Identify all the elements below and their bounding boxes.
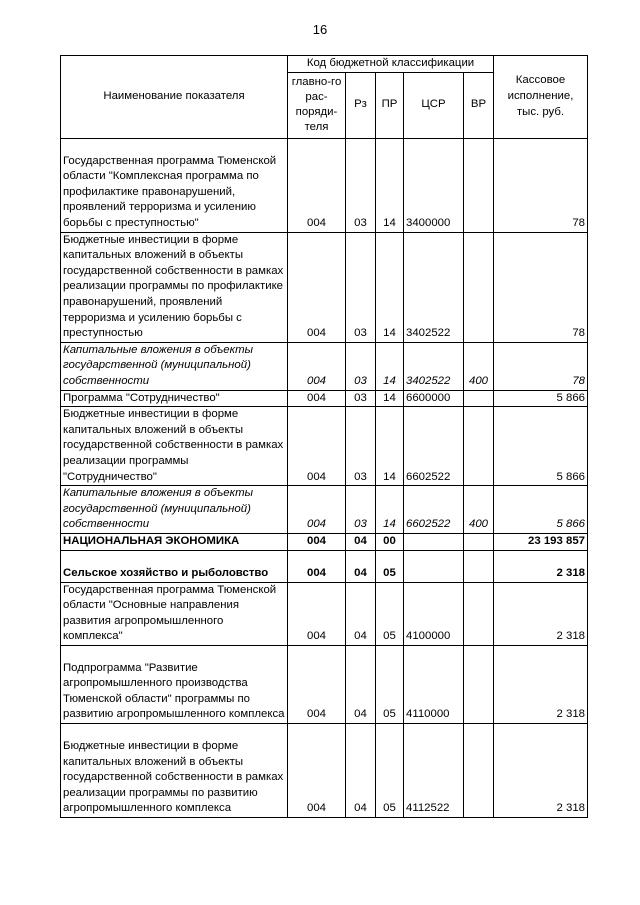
table-row xyxy=(61,582,588,645)
row-rz-cell: 04 xyxy=(346,723,376,817)
row-vr-cell xyxy=(464,582,494,645)
row-chief-admin-cell: 004 xyxy=(288,407,346,486)
row-pr-cell: 00 xyxy=(376,533,404,550)
row-csr-cell: 6602522 xyxy=(404,486,464,534)
row-amount-cell: 5 866 xyxy=(494,486,588,534)
row-name-cell: Сельское хозяйство и рыболовство xyxy=(61,550,288,582)
header-cash-execution: Кассовое исполнение, тыс. руб. xyxy=(494,56,588,139)
row-name-cell: НАЦИОНАЛЬНАЯ ЭКОНОМИКА xyxy=(61,533,288,550)
row-chief-admin-cell: 004 xyxy=(288,645,346,723)
row-pr-cell: 05 xyxy=(376,723,404,817)
row-amount-cell: 2 318 xyxy=(494,723,588,817)
table-row xyxy=(61,407,588,486)
row-amount-cell: 78 xyxy=(494,138,588,232)
page-number: 16 xyxy=(312,22,328,37)
row-pr-cell: 14 xyxy=(376,486,404,534)
row-rz-cell: 04 xyxy=(346,645,376,723)
row-amount-cell: 23 193 857 xyxy=(494,533,588,550)
row-name-cell: Капитальные вложения в объекты государственной (муниципальной) собственности xyxy=(61,486,288,534)
row-csr-cell xyxy=(404,550,464,582)
header-pr: ПР xyxy=(376,72,404,138)
row-csr-cell xyxy=(404,533,464,550)
row-chief-admin-cell: 004 xyxy=(288,723,346,817)
row-name-cell: Капитальные вложения в объекты государственной (муниципальной) собственности xyxy=(61,342,288,390)
table-header xyxy=(61,56,588,139)
row-chief-admin-cell: 004 xyxy=(288,390,346,407)
header-rz: Рз xyxy=(346,72,376,138)
row-vr-cell xyxy=(464,232,494,342)
row-pr-cell: 14 xyxy=(376,342,404,390)
row-name-cell: Бюджетные инвестиции в форме капитальных вложений в объекты государственной собственности в рамках реализации программы по профилактике правонарушений, проявлений терроризма и усилению борьбы с преступностью xyxy=(61,232,288,342)
row-rz-cell: 04 xyxy=(346,582,376,645)
row-vr-cell: 400 xyxy=(464,342,494,390)
header-csr: ЦСР xyxy=(404,72,464,138)
row-amount-cell: 78 xyxy=(494,232,588,342)
row-csr-cell: 6600000 xyxy=(404,390,464,407)
row-csr-cell: 3402522 xyxy=(404,232,464,342)
table-row xyxy=(61,138,588,232)
row-chief-admin-cell: 004 xyxy=(288,582,346,645)
row-csr-cell: 4112522 xyxy=(404,723,464,817)
row-amount-cell: 2 318 xyxy=(494,550,588,582)
row-name-cell: Подпрограмма "Развитие агропромышленного производства Тюменской области" программы по развитию агропромышленного комплекса xyxy=(61,645,288,723)
row-amount-cell: 5 866 xyxy=(494,407,588,486)
row-amount-cell: 78 xyxy=(494,342,588,390)
row-rz-cell: 03 xyxy=(346,486,376,534)
row-vr-cell xyxy=(464,645,494,723)
row-vr-cell: 400 xyxy=(464,486,494,534)
row-rz-cell: 03 xyxy=(346,138,376,232)
budget-table xyxy=(60,55,588,818)
table-row xyxy=(61,723,588,817)
row-chief-admin-cell: 004 xyxy=(288,550,346,582)
row-name-cell: Бюджетные инвестиции в форме капитальных вложений в объекты государственной собственности в рамках реализации программы "Сотрудничество" xyxy=(61,407,288,486)
row-name-cell: Государственная программа Тюменской области "Комплексная программа по профилактике правонарушений, проявлений терроризма и усилению борьбы с преступностью" xyxy=(61,138,288,232)
row-amount-cell: 2 318 xyxy=(494,582,588,645)
row-rz-cell: 04 xyxy=(346,550,376,582)
table-row xyxy=(61,486,588,534)
row-vr-cell xyxy=(464,138,494,232)
row-rz-cell: 03 xyxy=(346,407,376,486)
table-row xyxy=(61,232,588,342)
row-pr-cell: 05 xyxy=(376,550,404,582)
row-chief-admin-cell: 004 xyxy=(288,232,346,342)
row-name-cell: Программа "Сотрудничество" xyxy=(61,390,288,407)
row-pr-cell: 14 xyxy=(376,232,404,342)
row-chief-admin-cell: 004 xyxy=(288,138,346,232)
header-vr: ВР xyxy=(464,72,494,138)
row-vr-cell xyxy=(464,550,494,582)
row-amount-cell: 5 866 xyxy=(494,390,588,407)
header-chief-admin: главно-го рас-поряди-теля xyxy=(288,72,346,138)
table-body xyxy=(61,138,588,817)
row-rz-cell: 03 xyxy=(346,390,376,407)
row-vr-cell xyxy=(464,533,494,550)
row-pr-cell: 05 xyxy=(376,582,404,645)
row-name-cell: Бюджетные инвестиции в форме капитальных вложений в объекты государственной собственности в рамках реализации программы по развитию агропромышленного комплекса xyxy=(61,723,288,817)
row-vr-cell xyxy=(464,407,494,486)
table-row xyxy=(61,533,588,550)
row-vr-cell xyxy=(464,390,494,407)
header-code-group: Код бюджетной классификации xyxy=(288,56,494,73)
table-row xyxy=(61,342,588,390)
row-name-cell: Государственная программа Тюменской области "Основные направления развития агропромышленного комплекса" xyxy=(61,582,288,645)
row-rz-cell: 03 xyxy=(346,342,376,390)
row-chief-admin-cell: 004 xyxy=(288,533,346,550)
row-pr-cell: 14 xyxy=(376,407,404,486)
row-rz-cell: 04 xyxy=(346,533,376,550)
row-pr-cell: 14 xyxy=(376,138,404,232)
table-row xyxy=(61,390,588,407)
row-csr-cell: 6602522 xyxy=(404,407,464,486)
table-row xyxy=(61,550,588,582)
row-csr-cell: 4100000 xyxy=(404,582,464,645)
row-csr-cell: 4110000 xyxy=(404,645,464,723)
row-chief-admin-cell: 004 xyxy=(288,342,346,390)
row-vr-cell xyxy=(464,723,494,817)
row-csr-cell: 3400000 xyxy=(404,138,464,232)
row-rz-cell: 03 xyxy=(346,232,376,342)
row-pr-cell: 14 xyxy=(376,390,404,407)
table-row xyxy=(61,645,588,723)
row-amount-cell: 2 318 xyxy=(494,645,588,723)
row-pr-cell: 05 xyxy=(376,645,404,723)
header-name-column: Наименование показателя xyxy=(61,56,288,139)
row-csr-cell: 3402522 xyxy=(404,342,464,390)
row-chief-admin-cell: 004 xyxy=(288,486,346,534)
